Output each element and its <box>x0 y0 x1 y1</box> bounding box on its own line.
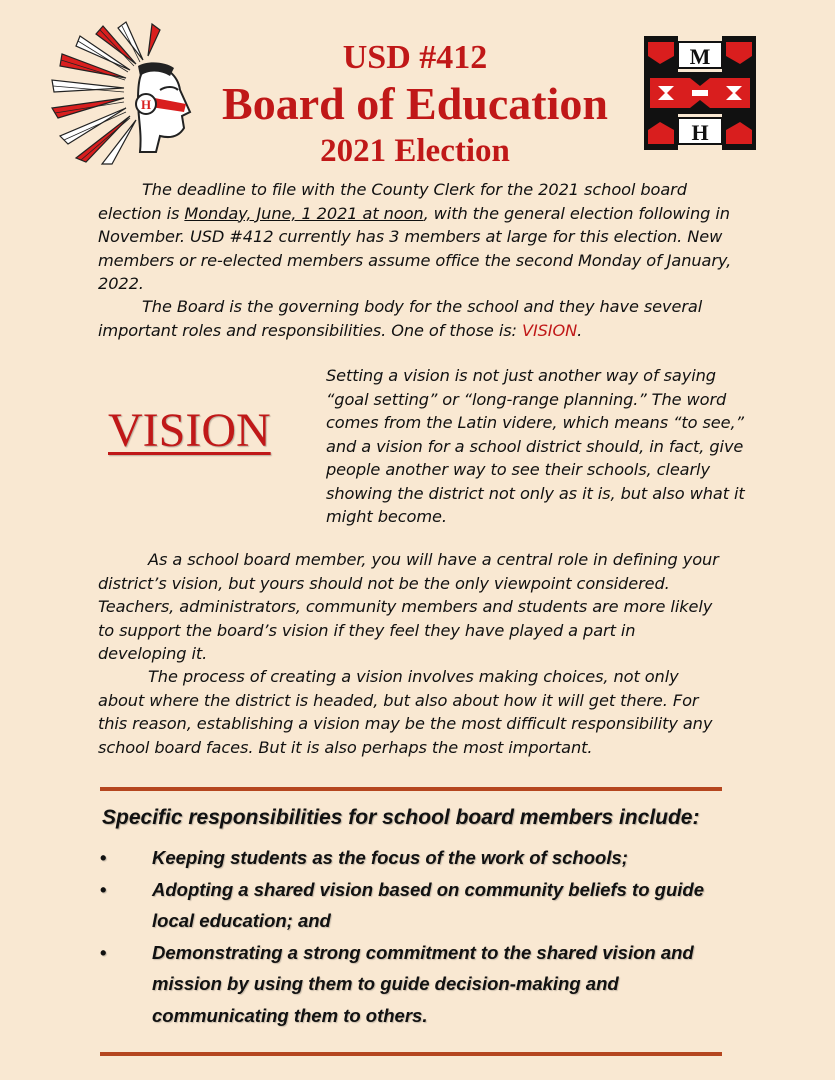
bullet-icon: • <box>100 941 107 963</box>
list-item: • Adopting a shared vision based on community beliefs to guide local education; and <box>100 874 720 937</box>
vision-inline: VISION <box>521 320 578 340</box>
title-block <box>200 38 630 172</box>
intro-paragraph-1: The deadline to file with the County Clerk for the 2021 school board election is Monday, June, 1 2021 at noon, with the general election following in November. USD #412 currently has 3 members at large for this election. New members or re-elected members assume office the second Monday of January, 2022. <box>98 180 732 293</box>
bullet-icon: • <box>100 847 107 868</box>
body-paragraph-2: The process of creating a vision involves making choices, not only about where the district is headed, but also about how it will get there. For this reason, establishing a vision may be the most difficult responsibility any school board faces. But it is also perhaps the most important. <box>98 667 713 757</box>
list-item: • Demonstrating a strong commitment to the shared vision and mission by using them to guide decision-making and communicating them to others. <box>100 937 720 1032</box>
page-title: Board of Education <box>222 78 608 129</box>
responsibilities-title: Specific responsibilities for school board members include: <box>102 806 700 829</box>
vision-heading: VISION <box>108 404 271 457</box>
svg-text:M: M <box>689 44 711 69</box>
list-item: • Keeping students as the focus of the work of schools; <box>100 842 720 874</box>
page-subtitle: 2021 Election <box>320 133 510 169</box>
svg-text:H: H <box>691 120 709 145</box>
svg-text:H: H <box>140 97 152 112</box>
divider-bottom <box>100 1052 722 1056</box>
vision-paragraph: Setting a vision is not just another way of saying “goal setting” or “long-range planning.” The word comes from the Latin videre, which means “to see,” and a vision for a school district should, in fact, give people another way to see their schools, clearly showing the district not only as it is, but also what it might become. <box>326 366 745 526</box>
deadline-date: Monday, June, 1 2021 at noon <box>184 203 424 223</box>
divider-top <box>100 787 722 791</box>
district-number: USD #412 <box>342 39 488 76</box>
responsibilities-list <box>100 842 720 1031</box>
intro-paragraph-2: The Board is the governing body for the school and they have several important roles and responsibilities. One of those is: VISION. <box>98 297 703 340</box>
h-letter-logo-icon <box>640 34 760 152</box>
body-paragraph-1: As a school board member, you will have a central role in defining your district’s vision, but yours should not be the only viewpoint considered. Teachers, administrators, community members and students are more likely to support the board’s vision if they feel they have played a part in developing it. <box>98 550 719 663</box>
bullet-icon: • <box>100 878 107 900</box>
mascot-logo-icon <box>48 20 198 165</box>
